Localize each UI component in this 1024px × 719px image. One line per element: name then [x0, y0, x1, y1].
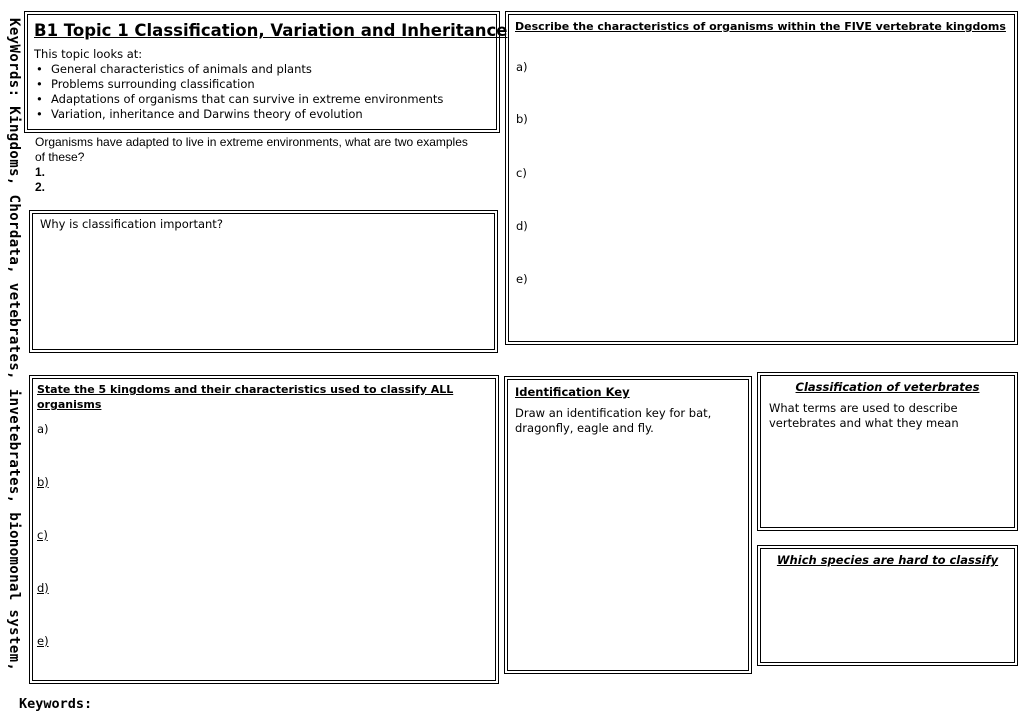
vertebrate-label-e: e)	[516, 272, 528, 286]
vertebrate-kingdoms-box	[508, 14, 1015, 342]
topic-bullet: • General characteristics of animals and plants	[34, 62, 490, 77]
kingdom-label-d: d)	[37, 581, 49, 595]
sidebar-keywords-text: KeyWords: Kingdoms, Chordata, vetebrates, invetebrates, bionomonal system,	[6, 18, 22, 672]
why-classification-question: Why is classification important?	[40, 217, 223, 231]
vertebrate-label-a: a)	[516, 60, 528, 74]
topic-header-box	[27, 14, 508, 130]
topic-bullet: • Problems surrounding classification	[34, 77, 490, 92]
identification-key-text: Draw an identification key for bat, dragonfly, eagle and fly.	[515, 406, 712, 435]
identification-key-box	[507, 379, 749, 671]
five-kingdoms-box	[32, 378, 496, 681]
vertebrate-label-d: d)	[516, 219, 528, 233]
hard-to-classify-box	[760, 548, 1015, 663]
topic-bullet-list	[34, 62, 490, 122]
sidebar-keywords	[2, 18, 24, 672]
kingdom-label-c: c)	[37, 528, 48, 542]
extreme-item-2: 2.	[35, 180, 46, 194]
vertebrate-label-b: b)	[516, 112, 528, 126]
page-title: B1 Topic 1 Classification, Variation and Inheritance	[34, 21, 508, 40]
kingdom-label-e: e)	[37, 634, 49, 648]
identification-key-title: Identification Key	[515, 385, 630, 399]
classification-vertebrates-title: Classification of veterbrates	[795, 380, 980, 394]
topic-bullet: • Adaptations of organisms that can survive in extreme environments	[34, 92, 490, 107]
classification-vertebrates-text: What terms are used to describe vertebrates and what they mean	[769, 401, 959, 430]
five-kingdoms-title: State the 5 kingdoms and their characteristics used to classify ALL organisms	[37, 383, 454, 411]
extreme-question-text: Organisms have adapted to live in extreme environments, what are two examples of these?	[35, 135, 468, 164]
classification-vertebrates-box	[760, 375, 1015, 528]
kingdom-label-a: a)	[37, 422, 49, 436]
footer-keywords-label: Keywords:	[19, 696, 93, 712]
topic-bullet: • Variation, inheritance and Darwins theory of evolution	[34, 107, 490, 122]
hard-to-classify-title: Which species are hard to classify	[776, 553, 999, 567]
extreme-environments-question	[35, 135, 475, 195]
topic-intro: This topic looks at:	[34, 47, 143, 61]
extreme-item-1: 1.	[35, 165, 46, 179]
vertebrate-kingdoms-title: Describe the characteristics of organisms within the FIVE vertebrate kingdoms	[515, 20, 1006, 33]
kingdom-label-b: b)	[37, 475, 49, 489]
vertebrate-label-c: c)	[516, 166, 527, 180]
why-classification-box	[32, 213, 495, 350]
